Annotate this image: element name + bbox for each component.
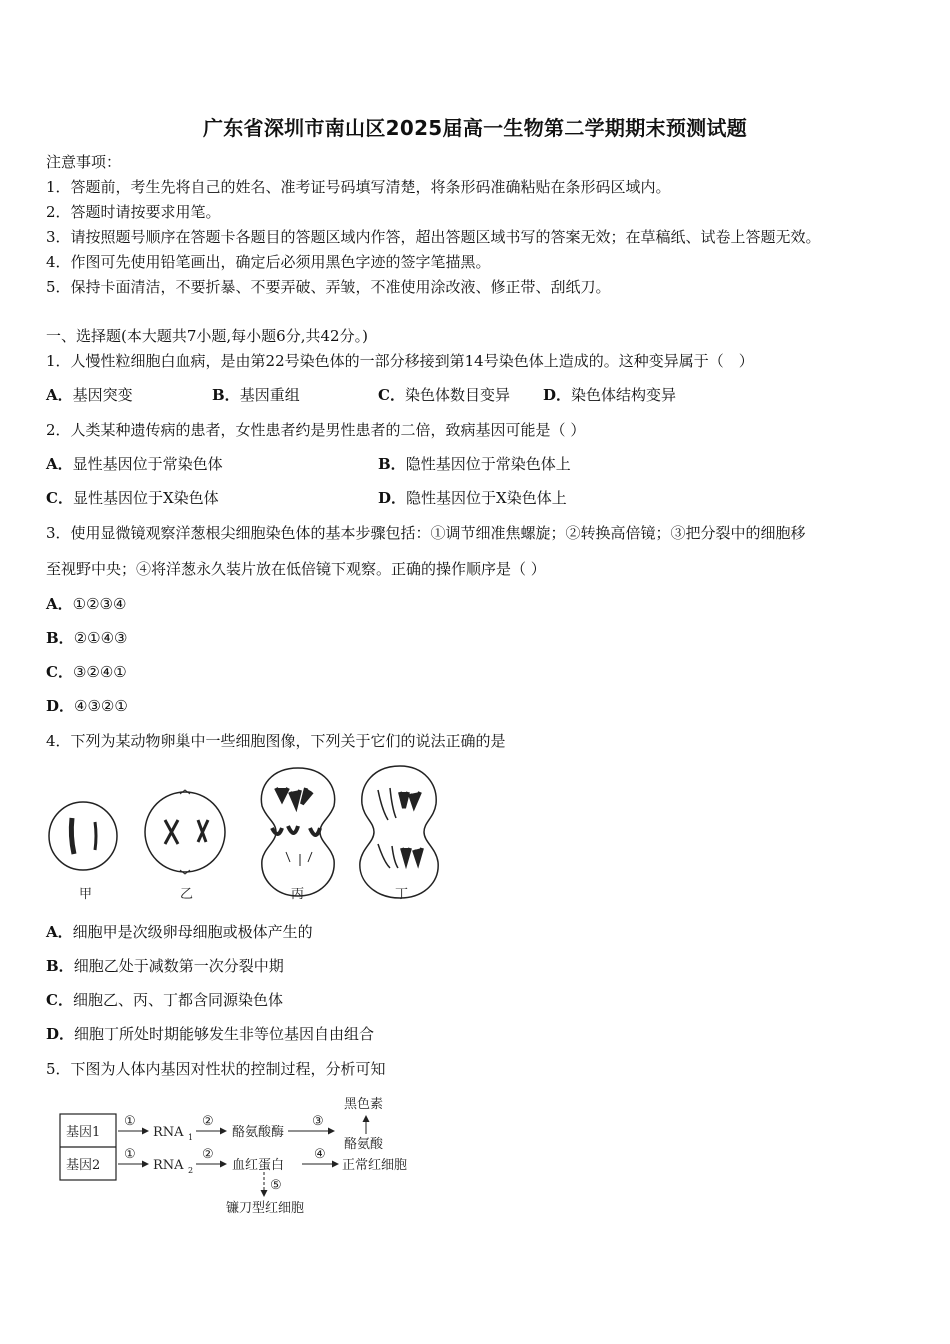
gene2-label: 基因2 xyxy=(66,1158,101,1173)
cell-ding xyxy=(360,766,438,898)
page-title: 广东省深圳市南山区2025届高一生物第二学期期末预测试题 xyxy=(202,116,748,140)
notice-item: 4．作图可先使用铅笔画出，确定后必须用黑色字迹的签字笔描黑。 xyxy=(46,253,491,271)
q4-option-a: A．细胞甲是次级卵母细胞或极体产生的 xyxy=(46,923,313,941)
notice-heading: 注意事项： xyxy=(46,153,122,171)
q2-option-b: B．隐性基因位于常染色体上 xyxy=(378,455,571,473)
rna2-subscript: 2 xyxy=(188,1166,194,1175)
rna2-label: RNA xyxy=(153,1158,184,1173)
cell-bing xyxy=(261,768,334,896)
hemoglobin-label: 血红蛋白 xyxy=(232,1158,285,1173)
q3-option-d: D．④③②① xyxy=(46,697,128,715)
q4-option-c: C．细胞乙、丙、丁都含同源染色体 xyxy=(46,991,283,1009)
rna1-label: RNA xyxy=(153,1125,184,1140)
cell-yi xyxy=(145,790,225,874)
question-2-stem: 2．人类某种遗传病的患者，女性患者约是男性患者的二倍，致病基因可能是（ ） xyxy=(46,421,586,439)
step-label: ④ xyxy=(314,1147,326,1162)
question-5-stem: 5．下图为人体内基因对性状的控制过程，分析可知 xyxy=(46,1060,386,1078)
section-heading: 一、选择题(本大题共7小题,每小题6分,共42分。) xyxy=(46,327,368,345)
q1-option-d: D．染色体结构变异 xyxy=(543,386,677,404)
notice-item: 1．答题前，考生先将自己的姓名、准考证号码填写清楚，将条形码准确粘贴在条形码区域内。 xyxy=(46,178,671,196)
step-label: ① xyxy=(124,1114,136,1129)
gene1-label: 基因1 xyxy=(66,1125,101,1140)
notice-item: 5．保持卡面清洁，不要折暴、不要弄破、弄皱，不准使用涂改液、修正带、刮纸刀。 xyxy=(46,278,611,296)
step-label: ⑤ xyxy=(270,1178,282,1193)
q3-option-b: B．②①④③ xyxy=(46,629,128,647)
q3-option-c: C．③②④① xyxy=(46,663,127,681)
notice-item: 3．请按照题号顺序在答题卡各题目的答题区域内作答，超出答题区域书写的答案无效；在草稿纸、试卷上答题无效。 xyxy=(46,228,821,246)
question-1-stem: 1．人慢性粒细胞白血病，是由第22号染色体的一部分移接到第14号染色体上造成的。这种变异属于（ ） xyxy=(46,352,754,370)
step-label: ② xyxy=(202,1147,214,1162)
cell-jia xyxy=(49,802,117,870)
q2-option-d: D．隐性基因位于X染色体上 xyxy=(378,489,567,507)
cell-label-jia: 甲 xyxy=(79,887,93,902)
rna1-subscript: 1 xyxy=(188,1133,194,1142)
enzyme-label: 酪氨酸酶 xyxy=(232,1125,285,1140)
q1-option-a: A．基因突变 xyxy=(46,386,133,404)
sickle-rbc-label: 镰刀型红细胞 xyxy=(226,1201,305,1216)
cell-label-yi: 乙 xyxy=(180,887,194,902)
step-label: ③ xyxy=(312,1114,324,1129)
q1-option-b: B．基因重组 xyxy=(212,386,300,404)
step-label: ① xyxy=(124,1147,136,1162)
q3-option-a: A．①②③④ xyxy=(46,595,127,613)
cell-label-ding: 丁 xyxy=(395,887,409,902)
tyrosine-label: 酪氨酸 xyxy=(344,1137,384,1152)
q4-option-b: B．细胞乙处于减数第一次分裂中期 xyxy=(46,957,284,975)
q1-option-c: C．染色体数目变异 xyxy=(378,386,510,404)
question-4-stem: 4．下列为某动物卵巢中一些细胞图像，下列关于它们的说法正确的是 xyxy=(46,732,506,750)
step-label: ② xyxy=(202,1114,214,1129)
q2-option-c: C．显性基因位于X染色体 xyxy=(46,489,219,507)
question-3-stem-line1: 3．使用显微镜观察洋葱根尖细胞染色体的基本步骤包括：①调节细准焦螺旋；②转换高倍镜；③把分裂中的细胞移 xyxy=(46,524,806,542)
normal-rbc-label: 正常红细胞 xyxy=(342,1158,408,1173)
cell-label-bing: 丙 xyxy=(291,887,305,902)
gene-control-diagram xyxy=(56,1088,446,1218)
cell-division-figure xyxy=(40,760,460,910)
notice-item: 2．答题时请按要求用笔。 xyxy=(46,203,221,221)
q2-option-a: A．显性基因位于常染色体 xyxy=(46,455,223,473)
q4-option-d: D．细胞丁所处时期能够发生非等位基因自由组合 xyxy=(46,1025,375,1043)
melanin-label: 黑色素 xyxy=(344,1097,384,1112)
question-3-stem-line2: 至视野中央；④将洋葱永久装片放在低倍镜下观察。正确的操作顺序是（ ） xyxy=(46,560,546,578)
